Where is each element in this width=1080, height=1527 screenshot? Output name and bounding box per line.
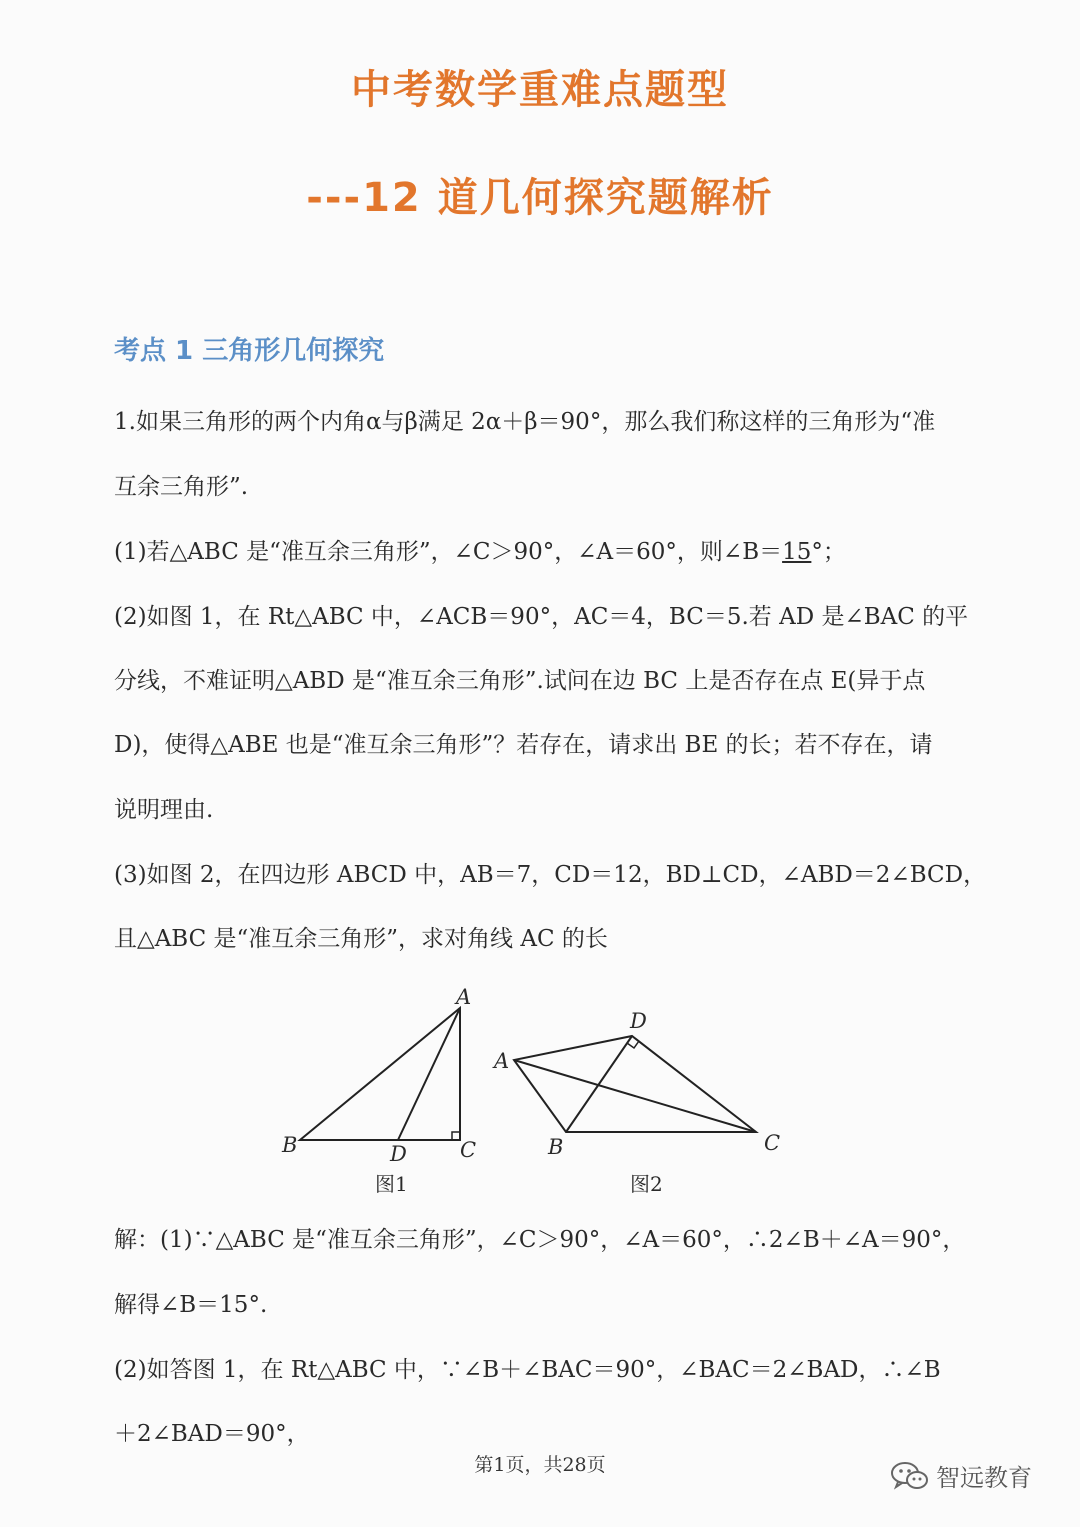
figure-2-label-d: D [630, 1009, 647, 1033]
part1-answer: 15 [782, 539, 812, 565]
figure-2-label-b: B [548, 1135, 564, 1159]
solution-line-3: (2)如答图 1，在 Rt△ABC 中，∵∠B＋∠BAC＝90°，∠BAC＝2∠BAD，∴∠B [114, 1357, 941, 1383]
problem-part2-line-1: (2)如图 1，在 Rt△ABC 中，∠ACB＝90°，AC＝4，BC＝5.若 AD 是∠BAC 的平 [114, 604, 969, 630]
figure-2-caption: 图2 [630, 1172, 663, 1196]
part1-unit: °； [811, 539, 846, 565]
problem-part2-line-2: 分线，不难证明△ABD 是“准互余三角形”.试问在边 BC 上是否存在点 E(异于点 [114, 668, 926, 694]
section-heading: 考点 1 三角形几何探究 [114, 336, 385, 366]
figure-2-diagonal-ac [514, 1060, 756, 1132]
figure-1 [300, 1008, 460, 1140]
solution-line-1: 解：(1)∵△ABC 是“准互余三角形”，∠C＞90°，∠A＝60°，∴2∠B＋∠A＝90°， [114, 1227, 966, 1253]
problem-part3-line-2: 且△ABC 是“准互余三角形”，求对角线 AC 的长 [114, 926, 608, 952]
figure-1-bisector-ad [398, 1008, 460, 1140]
figure-1-label-c: C [460, 1138, 477, 1162]
figure-1-label-a: A [456, 985, 472, 1009]
figure-2-label-a: A [494, 1049, 510, 1073]
solution-line-4: ＋2∠BAD＝90°， [114, 1421, 310, 1447]
solution-line-2: 解得∠B＝15°. [114, 1292, 268, 1318]
geometry-figures [270, 980, 810, 1200]
figure-2-diagonal-bd [566, 1036, 632, 1132]
document-title: 中考数学重难点题型 [351, 67, 729, 113]
figure-1-triangle-abc [300, 1008, 460, 1140]
figure-1-caption: 图1 [375, 1172, 408, 1196]
figure-1-label-d: D [390, 1142, 407, 1166]
figure-2 [514, 1036, 756, 1132]
problem-intro-line-1: 1.如果三角形的两个内角α与β满足 2α＋β＝90°，那么我们称这样的三角形为“准 [114, 409, 936, 435]
figure-1-label-b: B [282, 1133, 298, 1157]
problem-part1 [114, 536, 954, 568]
problem-part3-line-1: (3)如图 2，在四边形 ABCD 中，AB＝7，CD＝12，BD⊥CD，∠ABD＝2∠BCD， [114, 862, 987, 888]
figure-1-right-angle-mark [452, 1132, 460, 1140]
problem-intro-line-2: 互余三角形”. [114, 474, 249, 500]
page-footer: 第1页，共28页 [474, 1454, 606, 1476]
figure-2-label-c: C [764, 1131, 781, 1155]
watermark [890, 1458, 1032, 1493]
figure-2-quadrilateral-abcd [514, 1036, 756, 1132]
wechat-icon [890, 1460, 930, 1492]
part1-text: (1)若△ABC 是“准互余三角形”，∠C＞90°，∠A＝60°，则∠B＝ [114, 539, 783, 565]
problem-part2-line-4: 说明理由. [114, 797, 214, 823]
problem-part2-line-3: D)，使得△ABE 也是“准互余三角形”？若存在，请求出 BE 的长；若不存在，请 [114, 732, 933, 758]
document-subtitle: ---12 道几何探究题解析 [306, 175, 774, 221]
watermark-text: 智远教育 [936, 1464, 1032, 1492]
